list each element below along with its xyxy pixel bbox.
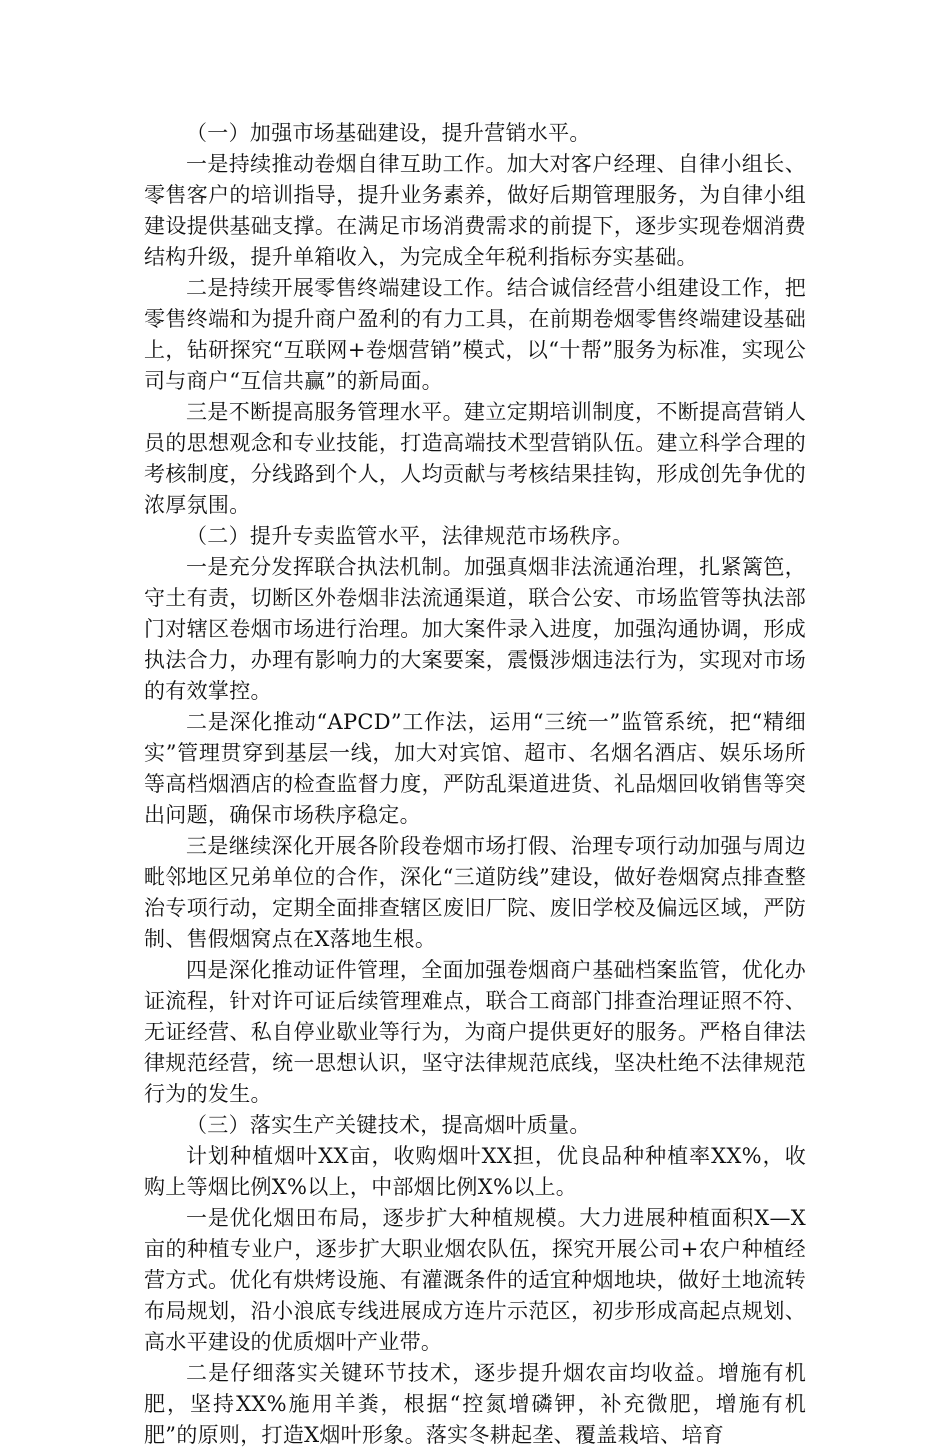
paragraph: 一是优化烟田布局，逐步扩大种植规模。大力进展种植面积X—X亩的种植专业户，逐步扩大职业烟农队伍，探究开展公司+农户种植经营方式。优化有烘烤设施、有灌溉条件的适宜种烟地块，做好土地流转布局规划，沿小浪底专线进展成方连片示范区，初步形成高起点规划、高水平建设的优质烟叶产业带。 [144, 1206, 806, 1354]
section-heading-3: （三）落实生产关键技术，提高烟叶质量。 [186, 1113, 591, 1137]
section-heading-1: （一）加强市场基础建设，提升营销水平。 [186, 121, 591, 145]
paragraph: 三是继续深化开展各阶段卷烟市场打假、治理专项行动加强与周边毗邻地区兄弟单位的合作，深化“三道防线”建设，做好卷烟窝点排查整治专项行动，定期全面排查辖区废旧厂院、废旧学校及偏远区域，严防制、售假烟窝点在X落地生根。 [144, 834, 806, 951]
paragraph: 二是仔细落实关键环节技术，逐步提升烟农亩均收益。增施有机肥，坚持XX%施用羊粪，根据“控氮增磷钾，补充微肥，增施有机肥”的原则，打造X烟叶形象。落实冬耕起垄、覆盖栽培、培育 [144, 1361, 806, 1447]
paragraph: 计划种植烟叶XX亩，收购烟叶XX担，优良品种种植率XX%，收购上等烟比例X%以上，中部烟比例X%以上。 [144, 1144, 806, 1199]
section-heading-2: （二）提升专卖监管水平，法律规范市场秩序。 [186, 524, 634, 548]
paragraph: 一是持续推动卷烟自律互助工作。加大对客户经理、自律小组长、零售客户的培训指导，提升业务素养，做好后期管理服务，为自律小组建设提供基础支撑。在满足市场消费需求的前提下，逐步实现卷烟消费结构升级，提升单箱收入，为完成全年税利指标夯实基础。 [144, 152, 806, 269]
document-body [144, 118, 806, 1451]
paragraph: 一是充分发挥联合执法机制。加强真烟非法流通治理，扎紧篱笆，守土有责，切断区外卷烟非法流通渠道，联合公安、市场监管等执法部门对辖区卷烟市场进行治理。加大案件录入进度，加强沟通协调，形成执法合力，办理有影响力的大案要案，震慑涉烟违法行为，实现对市场的有效掌控。 [144, 555, 806, 703]
paragraph: 三是不断提高服务管理水平。建立定期培训制度，不断提高营销人员的思想观念和专业技能，打造高端技术型营销队伍。建立科学合理的考核制度，分线路到个人，人均贡献与考核结果挂钩，形成创先争优的浓厚氛围。 [144, 400, 806, 517]
paragraph: 二是深化推动“APCD”工作法，运用“三统一”监管系统，把“精细实”管理贯穿到基层一线，加大对宾馆、超市、名烟名酒店、娱乐场所等高档烟酒店的检查监督力度，严防乱渠道进货、礼品烟回收销售等突出问题，确保市场秩序稳定。 [144, 710, 806, 827]
paragraph: 二是持续开展零售终端建设工作。结合诚信经营小组建设工作，把零售终端和为提升商户盈利的有力工具，在前期卷烟零售终端建设基础上，钻研探究“互联网+卷烟营销”模式，以“十帮”服务为标准，实现公司与商户“互信共赢”的新局面。 [144, 276, 806, 393]
paragraph: 四是深化推动证件管理，全面加强卷烟商户基础档案监管，优化办证流程，针对许可证后续管理难点，联合工商部门排查治理证照不符、无证经营、私自停业歇业等行为，为商户提供更好的服务。严格自律法律规范经营，统一思想认识，坚守法律规范底线，坚决杜绝不法律规范行为的发生。 [144, 958, 806, 1106]
